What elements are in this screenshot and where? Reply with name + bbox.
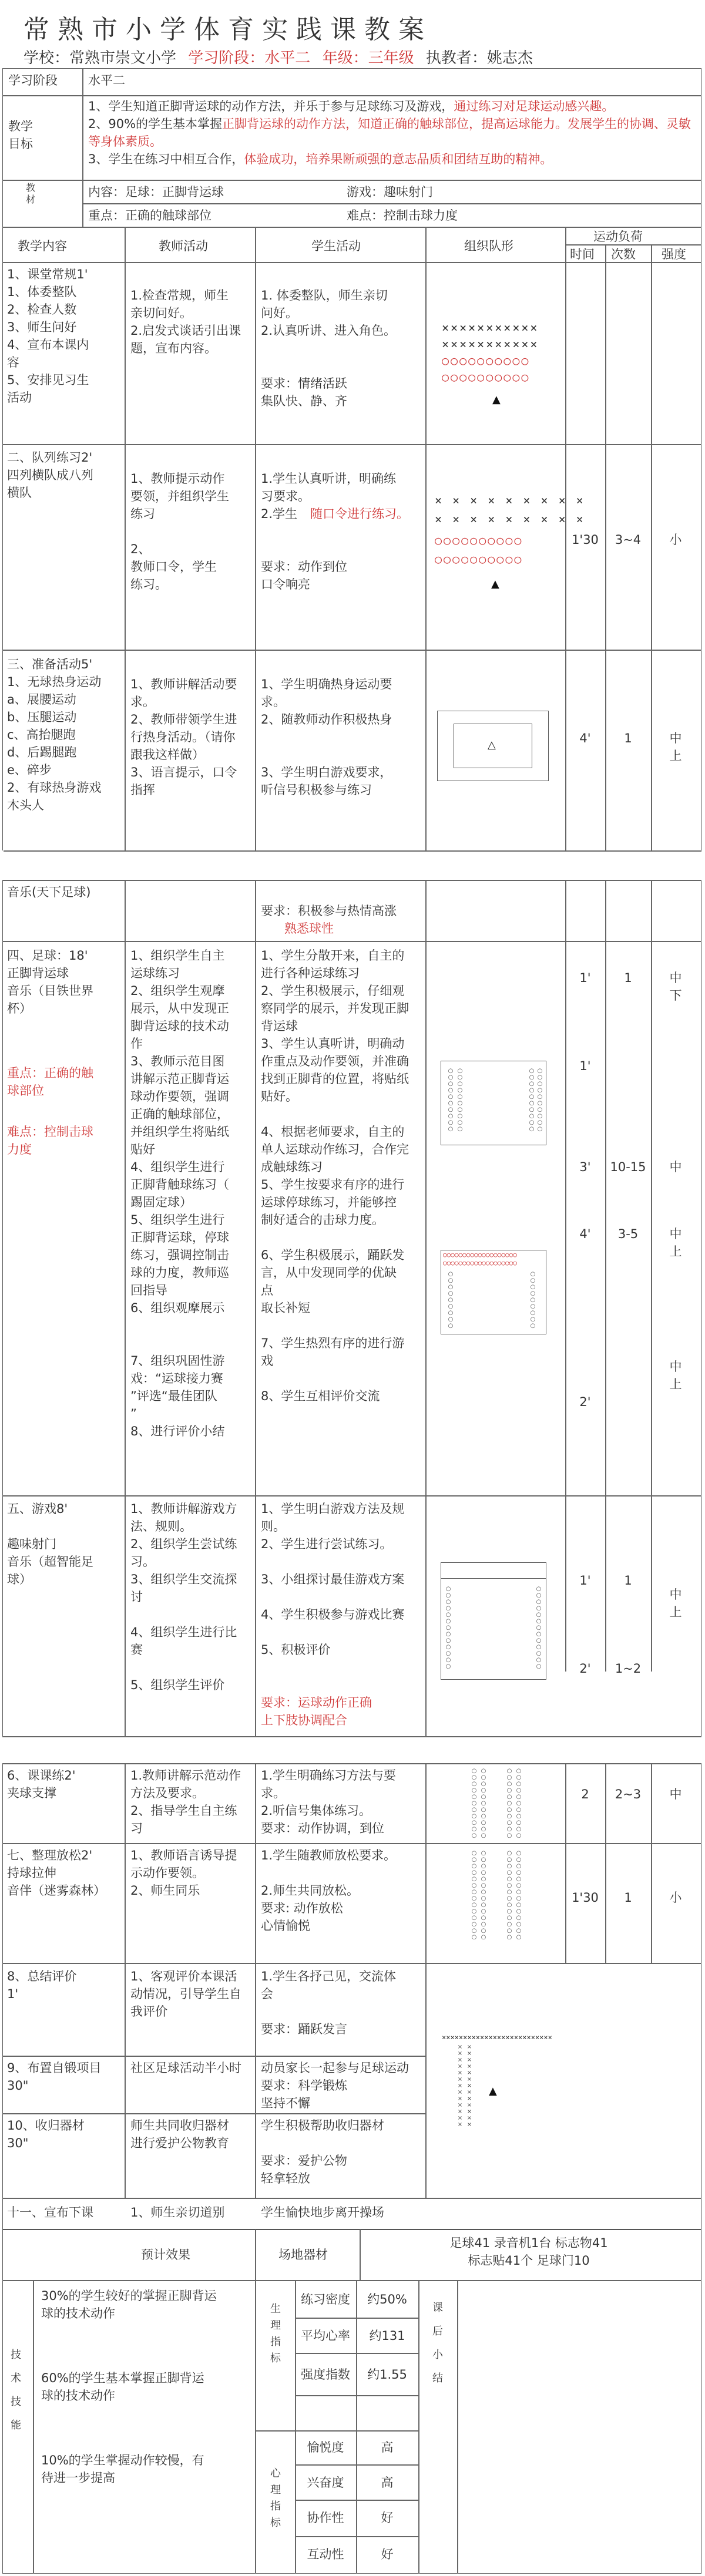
after-class-label: 课 后 小 结	[432, 2302, 443, 2385]
r4-time4: 4'	[579, 1227, 591, 1241]
r3-content: 三、准备活动5' 1、无球热身运动 a、展腰运动 b、压腿运动 c、高抬腿跑 d、后踢腿跑 e、碎步 2、有球热身游戏 木头人	[7, 657, 102, 812]
r9-student: 动员家长一起参与足球运动 要求：科学锻炼 坚持不懈	[261, 2061, 409, 2110]
r4-time2: 1'	[579, 1059, 591, 1073]
r2-formation-x2: × × × × × × × × ×	[435, 512, 585, 526]
r4-key: 重点：正确的触 球部位	[7, 1066, 93, 1098]
index-label: 强度指数	[301, 2368, 350, 2382]
r4-count4: 3-5	[617, 1227, 639, 1241]
r11-content: 十一、宣布下课	[7, 2205, 93, 2219]
header-teacher: 教师活动	[159, 239, 208, 253]
coop-value: 好	[381, 2511, 394, 2525]
goal-3-text: 3、学生在练习中相互合作，	[88, 152, 244, 166]
teacher-triangle-icon: ▲	[492, 394, 501, 406]
r11-student: 学生愉快地步离开操场	[261, 2205, 384, 2219]
goal-2-highlight: 正脚背运球的动作方法，知道正确的触球部位，提高运球能力。发展学生的协调、灵敏等身体素质。	[88, 117, 691, 149]
r6-student: 1.学生明确练习方法与要 求。 2.听信号集体练习。 要求：动作协调，到位	[261, 1768, 397, 1835]
goal-1-highlight: 通过练习对足球运动感兴趣。	[454, 99, 615, 113]
r7-teacher: 1、教师语言诱导提 示动作要领。 2、师生同乐	[130, 1848, 237, 1898]
r2-count: 3~4	[615, 533, 642, 547]
r7-content: 七、整理放松2' 持球拉伸 音伴（迷雾森林）	[7, 1848, 106, 1898]
r3-count: 1	[624, 731, 632, 745]
cont-student-red: 熟悉球性	[284, 922, 334, 936]
joy-label: 愉悦度	[307, 2440, 344, 2454]
r6-teacher: 1.教师讲解示范动作 方法及要求。 2、指导学生自主练 习	[130, 1768, 241, 1835]
heart-value: 约131	[369, 2329, 405, 2343]
coop-label: 协作性	[307, 2511, 344, 2525]
r3-student: 1、学生明确热身运动要 求。 2、随教师动作积极热身 3、学生明白游戏要求， 听信号积极参与练习	[261, 677, 392, 797]
effect-2: 60%的学生基本掌握正脚背运 球的技术动作	[41, 2371, 204, 2403]
meta-stage: 学习阶段：水平二	[188, 49, 311, 67]
r10-student: 学生积极帮助收归器材 要求：爱护公物 轻拿轻放	[261, 2118, 384, 2185]
r5-int: 中 上	[669, 1588, 682, 1619]
stage-label: 学习阶段	[8, 73, 58, 88]
diff-label: 难点：控制击球力度	[347, 208, 458, 223]
effect-3: 10%的学生掌握动作较慢，有 待进一步提高	[41, 2453, 204, 2485]
r3-time: 4'	[579, 731, 591, 745]
r1-formation-x1: ×××××××××××	[442, 321, 539, 335]
r4-int4: 中 上	[669, 1227, 682, 1259]
r9-teacher: 社区足球活动半小时	[130, 2061, 241, 2075]
r4-student: 1、学生分散开来，自主的 进行各种运球练习 2、学生积极展示，仔细观 察同学的展示，并发现正脚 背运球 3、学生认真听讲，明确动 作重点及动作要领，并准确 找到正脚背的位置，将贴纸 贴好。 4、根据老师要求，自主的 单人运球动作练习，合作完 成触球练习 5、学生按要求有序的进行 运球停球练习，并能够控 制好适合的击球力度。 6、学生积极展示，踊跃发 言，从中发现同学的优缺 点 取长补短 7、学生热烈有序的进行游 戏 8、学生互相评价交流	[261, 949, 409, 1403]
teach-label: 教 材	[26, 182, 36, 205]
r6-content: 6、课课练2' 夹球支撑	[7, 1768, 76, 1800]
r5-content: 五、游戏8' 趣味射门 音乐（超智能足 球）	[7, 1502, 93, 1586]
r8-content: 8、总结评价 1'	[7, 1969, 77, 2001]
header-student: 学生活动	[311, 239, 361, 253]
stage-value: 水平二	[88, 73, 125, 88]
teacher-triangle-icon: ▲	[491, 578, 499, 590]
r4-count3: 10-15	[610, 1160, 646, 1174]
r4-count1: 1	[624, 971, 632, 985]
header-content: 教学内容	[18, 239, 67, 253]
r4-int1: 中 下	[669, 971, 682, 1003]
game-label: 游戏：趣味射门	[347, 185, 433, 199]
r4-time3: 3'	[579, 1160, 591, 1174]
r7-student: 1.学生随教师放松要求。 2.师生共同放松。 要求: 动作放松 心情愉悦	[261, 1848, 397, 1933]
inter-value: 好	[381, 2547, 394, 2561]
r5-count2: 1~2	[615, 1662, 642, 1676]
cont-label: 音乐(天下足球)	[7, 885, 91, 899]
r8-student: 1.学生各抒己见，交流体 会 要求：踊跃发言	[261, 1969, 397, 2036]
header-load: 运动负荷	[593, 230, 643, 244]
r5-goal-line	[441, 1562, 546, 1579]
r6-intensity: 中	[669, 1787, 682, 1801]
exc-label: 兴奋度	[307, 2476, 344, 2490]
heart-label: 平均心率	[301, 2329, 350, 2343]
goal-label: 教学 目标	[8, 119, 33, 151]
r5-teacher: 1、教师讲解游戏方 法、规则。 2、组织学生尝试练 习。 3、组织学生交流探 讨 4、组织学生进行比 赛 5、组织学生评价	[130, 1502, 237, 1692]
r2-student-red: 随口令进行练习。	[310, 507, 409, 521]
r1-formation-o1: ○○○○○○○○○○	[442, 354, 531, 368]
cont-student-a: 要求：积极参与热情高涨	[261, 904, 397, 918]
r7-time: 1'30	[572, 1891, 599, 1905]
r3-intensity: 中 上	[669, 731, 682, 763]
r4-diff: 难点：控制击球 力度	[7, 1125, 93, 1156]
r11-teacher: 1、师生亲切道别	[130, 2205, 225, 2219]
density-label: 练习密度	[301, 2292, 350, 2306]
effect-label: 预计效果	[141, 2248, 190, 2262]
psych-label: 心 理 指 标	[270, 2467, 281, 2529]
r2-formation-x1: × × × × × × × × ×	[435, 493, 585, 507]
r4-time5: 2'	[579, 1395, 591, 1409]
r5-count1: 1	[624, 1573, 632, 1588]
r4-int3: 中	[669, 1160, 682, 1174]
r1-formation-o2: ○○○○○○○○○○	[442, 370, 531, 384]
density-value: 约50%	[367, 2292, 407, 2306]
goal-2	[88, 115, 693, 150]
r5-time1: 1'	[579, 1573, 591, 1588]
meta-grade: 年级：三年级	[322, 49, 414, 67]
goal-1	[88, 97, 693, 115]
teacher-triangle-icon: △	[488, 739, 496, 751]
r3-teacher: 1、教师讲解活动要 求。 2、教师带领学生进 行热身活动。（请你 跟我这样做） 3、语言提示，口令 指挥	[130, 677, 237, 797]
venue-label: 场地器材	[278, 2248, 328, 2262]
goal-1-text: 1、学生知道正脚背运球的动作方法，并乐于参与足球练习及游戏，	[88, 99, 454, 113]
r4-int5: 中 上	[669, 1360, 682, 1391]
content-label: 内容：足球：正脚背运球	[88, 185, 224, 199]
joy-value: 高	[381, 2440, 394, 2454]
phys-label: 生 理 指 标	[270, 2303, 281, 2365]
r6-time: 2	[581, 1787, 589, 1801]
side-label: 技 术 技 能	[11, 2349, 21, 2432]
r1-student: 1. 体委整队，师生亲切 问好。 2.认真听讲、进入角色。 要求：情绪活跃 集队快、静、齐	[261, 288, 397, 408]
venue-value: 足球41 录音机1台 标志物41 标志贴41个 足球门10	[449, 2236, 608, 2268]
r5-student-a: 1、学生明白游戏方法及规 则。 2、学生进行尝试练习。 3、小组探讨最佳游戏方案 4、学生积极参与游戏比赛 5、积极评价	[261, 1502, 405, 1657]
r10-content: 10、收归器材 30"	[7, 2118, 85, 2150]
r2-formation-o2: ○○○○○○○○○○	[435, 552, 523, 566]
r2-intensity: 小	[669, 533, 682, 547]
meta-school: 学校：常熟市崇文小学	[24, 49, 177, 67]
effect-1: 30%的学生较好的掌握正脚背运 球的技术动作	[41, 2289, 217, 2321]
meta-line	[24, 46, 693, 68]
r4-time1: 1'	[579, 971, 591, 985]
header-time: 时间	[570, 247, 595, 261]
r2-teacher: 1、教师提示动作 要领，并组织学生 练习 2、 教师口令，学生 练习。	[130, 472, 229, 591]
key-label: 重点：正确的触球部位	[88, 208, 212, 223]
r2-student-b: 要求：动作到位 口令响亮	[261, 560, 347, 591]
header-org: 组织队形	[464, 239, 513, 253]
meta-teacher: 执教者：姚志杰	[425, 49, 533, 67]
index-value: 约1.55	[367, 2368, 407, 2382]
r2-student-a: 1.学生认真听讲，明确练 习要求。 2.学生	[261, 472, 397, 521]
r4-content: 四、足球：18' 正脚背运球 音乐（目铁世界 杯）	[7, 949, 93, 1015]
r2-time: 1'30	[572, 533, 599, 547]
r1-formation-x2: ×××××××××××	[442, 337, 539, 351]
r5-time2: 2'	[579, 1662, 591, 1676]
r10-teacher: 师生共同收归器材 进行爱护公物教育	[130, 2118, 229, 2150]
r6-count: 2~3	[615, 1787, 642, 1801]
page-title: 常熟市小学体育实践课教案	[24, 15, 432, 45]
page-break-2	[0, 1736, 705, 1763]
r7-count: 1	[624, 1891, 632, 1905]
page-break	[0, 850, 705, 880]
lesson-plan-page: 常熟市小学体育实践课教案 学校：常熟市崇文小学 学习阶段：水平二 年级：三年级 执教者：姚志杰 学习阶段 水平二 教学 目标 1、学生知道正脚背运球的动作方法，并乐于参与足球练习及游戏，通过练习对足球运动感兴趣。 2、90%的学生基本掌握正脚背运球的动作方法，知道正确的触球部位，提高运球能力。发展学生的协调、灵敏等身体素质。 3、学生在练习中相互合作，体验成功，培养果断顽强的意志品质和团结互助的精神。 教 材 内容：足球：正脚背运球 游戏：趣味射门 重点：正确的触球部位 难点：控制击球力度 教学内容 教师活动 学生活动 组织队形 运动负荷 时间 次数 强度 1、课堂常规1' 1、体委整队 2、检查人数 3、师生问好 4、宣布本课内 容 5、安排见习生 活动 1.检查常规，师生 亲切问好。 2.启发式谈话引出课 题，宣布内容。 1. 体委整队，师生亲切 问好。 2.认真听讲、进入角色。 要求：情绪活跃 集队快、静、齐 ××××××××××× ××××××××××× ○○○○○○○○○○ ○○○○○○○○○○ ▲ 二、队列练习2' 四列横队成八列 横队 1、教师提示动作 要领，并组织学生 练习 2、 教师口令，学生 练习。 1.学生认真听讲，明确练 习要求。 2.学生 随口令进行练习。 要求：动作到位 口令响亮 × × × × × × × × × × × × × × × × × × ○○○○○○○○○○ ○○○○○○○○○○ ▲ 1'30 3~4 小 三、准备活动5' 1、无球热身运动 a、展腰运动 b、压腿运动 c、高抬腿跑 d、后踢腿跑 e、碎步 2、有球热身游戏 木头人 1、教师讲解活动要 求。 2、教师带领学生进 行热身活动。（请你 跟我这样做） 3、语言提示，口令 指挥 1、学生明确热身运动要 求。 2、随教师动作积极热身 3、学生明白游戏要求， 听信号积极参与练习 △ 4' 1 中 上 音乐(天下足球) 要求：积极参与热情高涨 熟悉球性 四、足球：18' 正脚背运球 音乐（目铁世界 杯） 重点：正确的触 球部位 难点：控制击球 力度 1、组织学生自主 运球练习 2、组织学生观摩 展示，从中发现正 脚背运球的技术动 作 3、教师示范目图 讲解示范正脚背运 球动作要领，强调 正确的触球部位， 并组织学生将贴纸 贴好 4、组织学生进行 正脚背触球练习（ 踢固定球） 5、组织学生进行 正脚背运球，停球 练习，强调控制击 球的力度，教师巡 回指导 6、组织观摩展示 7、组织巩固性游 戏：“运球接力赛 ”评选“最佳团队 ” 8、进行评价小结 1、学生分散开来，自主的 进行各种运球练习 2、学生积极展示，仔细观 察同学的展示，并发现正脚 背运球 3、学生认真听讲，明确动 作重点及动作要领，并准确 找到正脚背的位置，将贴纸 贴好。 4、根据老师要求，自主的 单人运球动作练习，合作完 成触球练习 5、学生按要求有序的进行 运球停球练习，并能够控 制好适合的击球力度。 6、学生积极展示，踊跃发 言，从中发现同学的优缺 点 取长补短 7、学生热烈有序的进行游 戏 8、学生互相评价交流 ○ ○ ○ ○ ○ ○ ○ ○ ○ ○ ○ ○ ○ ○ ○ ○ ○ ○ ○ ○ ○ ○ ○ ○ ○ ○ ○ ○ ○ ○ ○ ○ ○ ○ ○ ○ ○ ○ ○ ○ ○○○○○○○○○○○○○○○○○○○ ○○○○○○○○○○○○○○○○○○○ ○ ○ ○ ○ ○ ○ ○ ○ ○ ○ ○ ○ ○ ○ ○ ○ ○ ○ 1' 1 中 下 1' 3' 10-15 中 4' 3-5 中 上 2' 中 上 五、游戏8' 趣味射门 音乐（超智能足 球） 1、教师讲解游戏方 法、规则。 2、组织学生尝试练 习。 3、组织学生交流探 讨 4、组织学生进行比 赛 5、组织学生评价 1、学生明白游戏方法及规 则。 2、学生进行尝试练习。 3、小组探讨最佳游戏方案 4、学生积极参与游戏比赛 5、积极评价 要求：运球动作正确 上下肢协调配合 ○ ○ ○ ○ ○ ○ ○ ○ ○ ○ ○ ○ ○ ○ ○ ○ ○ ○ ○ ○ ○ ○ ○ ○ ○ ○ 1' 1 中 上 2' 1~2 6、课课练2' 夹球支撑 1.教师讲解示范动作 方法及要求。 2、指导学生自主练 习 1.学生明确练习方法与要 求。 2.听信号集体练习。 要求：动作协调，到位 ○ ○ ○ ○ ○ ○ ○ ○ ○ ○ ○ ○ ○ ○ ○ ○ ○ ○ ○ ○ ○ ○ ○ ○ ○ ○ ○ ○ ○ ○ ○ ○ ○ ○ ○ ○ ○ ○ ○ ○ ○ ○ ○ ○ 2 2~3 中 七、整理放松2' 持球拉伸 音伴（迷雾森林） 1、教师语言诱导提 示动作要领。 2、师生同乐 1.学生随教师放松要求。 2.师生共同放松。 要求: 动作放松 心情愉悦 ○ ○ ○ ○ ○ ○ ○ ○ ○ ○ ○ ○ ○ ○ ○ ○ ○ ○ ○ ○ ○ ○ ○ ○ ○ ○ ○ ○ ○ ○ ○ ○ ○ ○ ○ ○ ○ ○ ○ ○ ○ ○ ○ ○ ○ ○ ○ ○ ○ ○ ○ ○ ○ ○ ○ ○ 1'30 1 小 8、总结评价 1' 1、客观评价本课活 动情况，引导学生自 我评价 1.学生各抒己见，交流体 会 要求：踊跃发言 9、布置自锻项目 30" 社区足球活动半小时 动员家长一起参与足球运动 要求：科学锻炼 坚持不懈 10、收归器材 30" 师生共同收归器材 进行爱护公物教育 学生积极帮助收归器材 要求：爱护公物 轻拿轻放 ×××××××××××××××××××××××××× × × × × × × × × × × × × × × × × × × × × × × × × × × ▲ 十一、宣布下课 1、师生亲切道别 学生愉快地步离开操场 预计效果 场地器材 足球41 录音机1台 标志物41 标志贴41个 足球门10 技 术 技 能 30%的学生较好的掌握正脚背运 球的技术动作 60%的学生基本掌握正脚背运 球的技术动作 10%的学生掌握动作较慢，有 待进一步提高 生 理 指 标 心 理 指 标 练习密度 约50% 平均心率 约131 强度指数 约1.55 愉悦度 高 兴奋度 高 协作性 好 互动性 好 课 后 小 结	[0, 0, 705, 2576]
r8-teacher: 1、客观评价本课活 动情况，引导学生自 我评价	[130, 1969, 241, 2019]
r5-goal-diagram	[441, 1562, 546, 1680]
teacher-triangle-icon: ▲	[489, 2085, 497, 2097]
goal-3-highlight: 体验成功，培养果断顽强的意志品质和团结互助的精神。	[244, 152, 553, 166]
r1-content: 1、课堂常规1' 1、体委整队 2、检查人数 3、师生问好 4、宣布本课内 容 5、安排见习生 活动	[7, 267, 89, 405]
r8-formation-x: ××××××××××××××××××××××××××	[442, 2033, 552, 2042]
exc-value: 高	[381, 2476, 394, 2490]
r2-content: 二、队列练习2' 四列横队成八列 横队	[7, 450, 93, 500]
inter-label: 互动性	[307, 2547, 344, 2561]
header-intensity: 强度	[662, 247, 686, 261]
r1-teacher: 1.检查常规，师生 亲切问好。 2.启发式谈话引出课 题，宣布内容。	[130, 288, 241, 355]
r5-student-red: 要求：运球动作正确 上下肢协调配合	[261, 1696, 372, 1727]
r2-formation-o1: ○○○○○○○○○○	[435, 533, 523, 547]
goal-3	[88, 150, 693, 168]
goal-2-text: 2、90%的学生基本掌握	[88, 117, 223, 131]
r9-content: 9、布置自锻项目 30"	[7, 2061, 102, 2093]
r7-intensity: 小	[669, 1891, 682, 1905]
r4-teacher: 1、组织学生自主 运球练习 2、组织学生观摩 展示，从中发现正 脚背运球的技术动 作 3、教师示范目图 讲解示范正脚背运 球动作要领，强调 正确的触球部位， 并组织学生将贴纸 贴好 4、组织学生进行 正脚背触球练习（ 踢固定球） 5、组织学生进行 正脚背运球，停球 练习，强调控制击 球的力度，教师巡 回指导 6、组织观摩展示 7、组织巩固性游 戏：“运球接力赛 ”评选“最佳团队 ” 8、进行评价小结	[130, 949, 229, 1438]
header-count: 次数	[611, 247, 636, 261]
